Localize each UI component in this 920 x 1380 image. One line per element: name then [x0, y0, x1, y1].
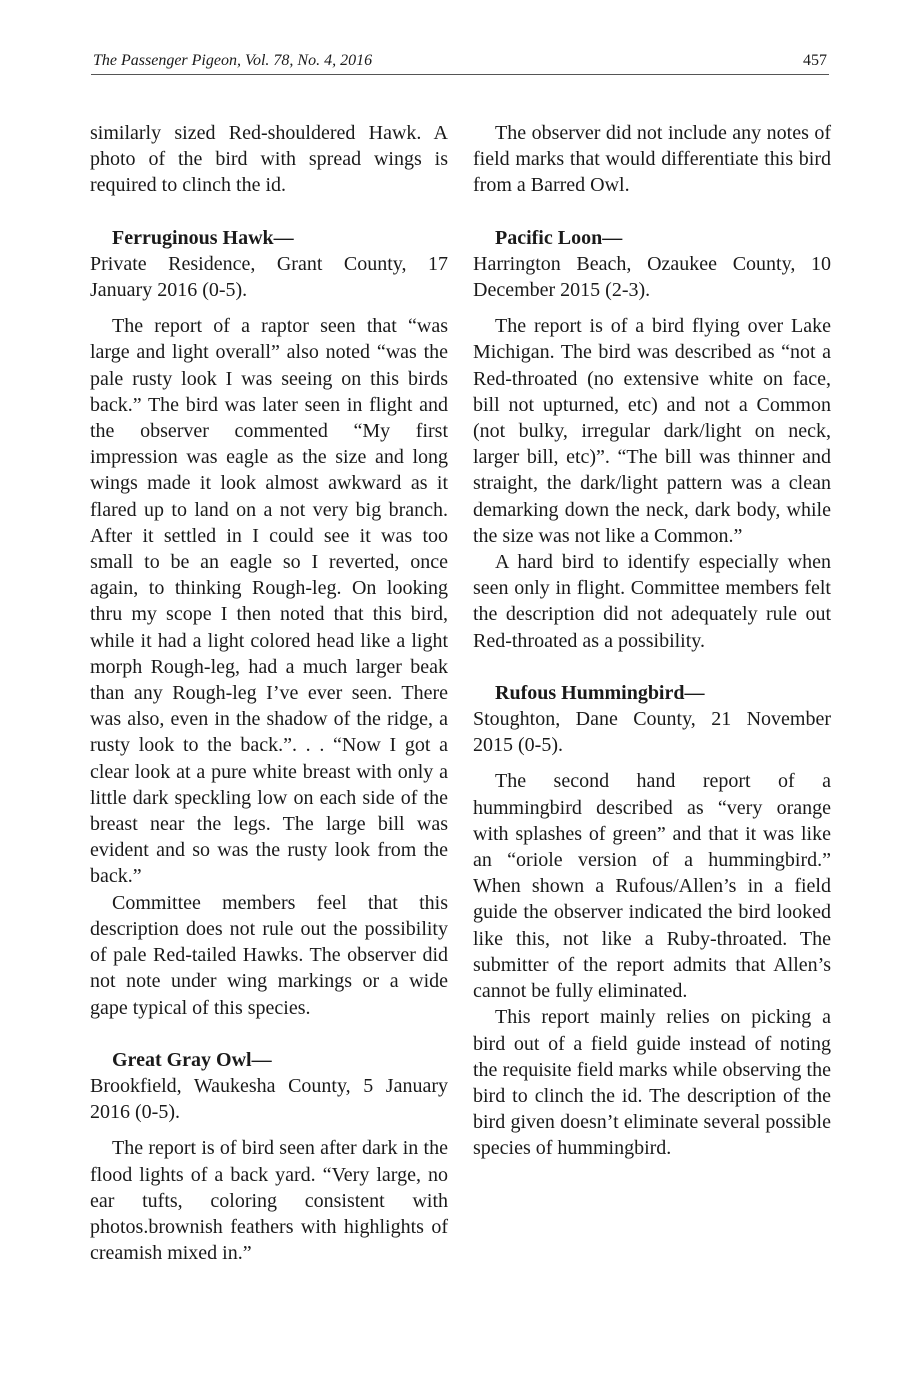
body-paragraph: The report of a raptor seen that “was large and light overall” also noted “was the pale rusty look I was seeing on this birds back.” The bird was later seen in flight and the observer commented “My first impression was eagle as the size and long wings made it look almost awkward as it flared up to land on a not very big branch. After it settled in I could see it was too small to be an eagle so I reverted, once again, to thinking Rough-leg. On looking thru my scope I then noted that this bird, while it had a light colored head like a light morph Rough-leg, had a much larger beak than any Rough-leg I’ve ever seen. There was also, even in the shadow of the ridge, a rusty look to the back.”. . . “Now I got a clear look at a pure white breast with only a little dark speckling low on each side of the breast near the legs. The large bill was evident and so was the rusty look from the back.”: [90, 315, 448, 888]
page-number: 457: [803, 52, 827, 69]
record-location-rufous-hummingbird: Stoughton, Dane County, 21 November 2015 (0-5).: [473, 708, 831, 757]
species-heading-pacific-loon: Pacific Loon—: [495, 226, 623, 249]
record-location-pacific-loon: Harrington Beach, Ozaukee County, 10 December 2015 (2-3).: [473, 252, 831, 302]
record-location-ferruginous-hawk: Private Residence, Grant County, 17 January 2016 (0-5).: [90, 252, 448, 302]
body-paragraph: The second hand report of a hummingbird described as “very orange with splashes of green” and that it was like an “oriole version of a hummingbird.” When shown a Rufous/Allen’s in a field guide the observer indicated the bird looked like this, not like a Ruby-throated. The submitter of the report admits that Allen’s cannot be fully eliminated.: [473, 770, 831, 1003]
body-paragraph: This report mainly relies on picking a bird out of a field guide instead of noting the requisite field marks while observing the bird to clinch the id. The description of the bird given doesn’t eliminate several possible species of hummingbird.: [473, 1006, 831, 1160]
body-paragraph: The report is of a bird flying over Lake Michigan. The bird was described as “not a Red-throated (no extensive white on face, bill not upturned, etc) and not a Common (not bulky, irregular dark/light on neck, larger bill, etc)”. “The bill was thinner and straight, the dark/light pattern was a clean demarking down the neck, dark body, while the size was not like a Common.”: [473, 315, 831, 547]
right-column: [473, 120, 831, 1162]
body-paragraph: A hard bird to identify especially when seen only in flight. Committee members felt the description did not adequately rule out Red-throated as a possibility.: [473, 551, 831, 652]
body-paragraph: The report is of bird seen after dark in the flood lights of a back yard. “Very large, no ear tufts, coloring consistent with photos.brownish feathers with highlights of creamish mixed in.”: [90, 1137, 448, 1265]
species-heading-rufous-hummingbird: Rufous Hummingbird—: [495, 681, 705, 704]
left-column: [90, 120, 448, 1266]
body-paragraph: The observer did not include any notes of field marks that would differentiate this bird from a Barred Owl.: [473, 122, 831, 197]
record-location-great-gray-owl: Brookfield, Waukesha County, 5 January 2016 (0-5).: [90, 1074, 448, 1124]
continued-paragraph: similarly sized Red-shouldered Hawk. A photo of the bird with spread wings is required to clinch the id.: [90, 122, 448, 197]
species-heading-ferruginous-hawk: Ferruginous Hawk—: [112, 226, 294, 249]
body-paragraph: Committee members feel that this description does not rule out the possibility of pale Red-tailed Hawks. The observer did not note under wing markings or a wide gape typical of this species.: [90, 891, 448, 1019]
journal-citation: The Passenger Pigeon, Vol. 78, No. 4, 2016: [93, 52, 373, 69]
species-heading-great-gray-owl: Great Gray Owl—: [112, 1048, 272, 1071]
running-header: [91, 48, 829, 75]
